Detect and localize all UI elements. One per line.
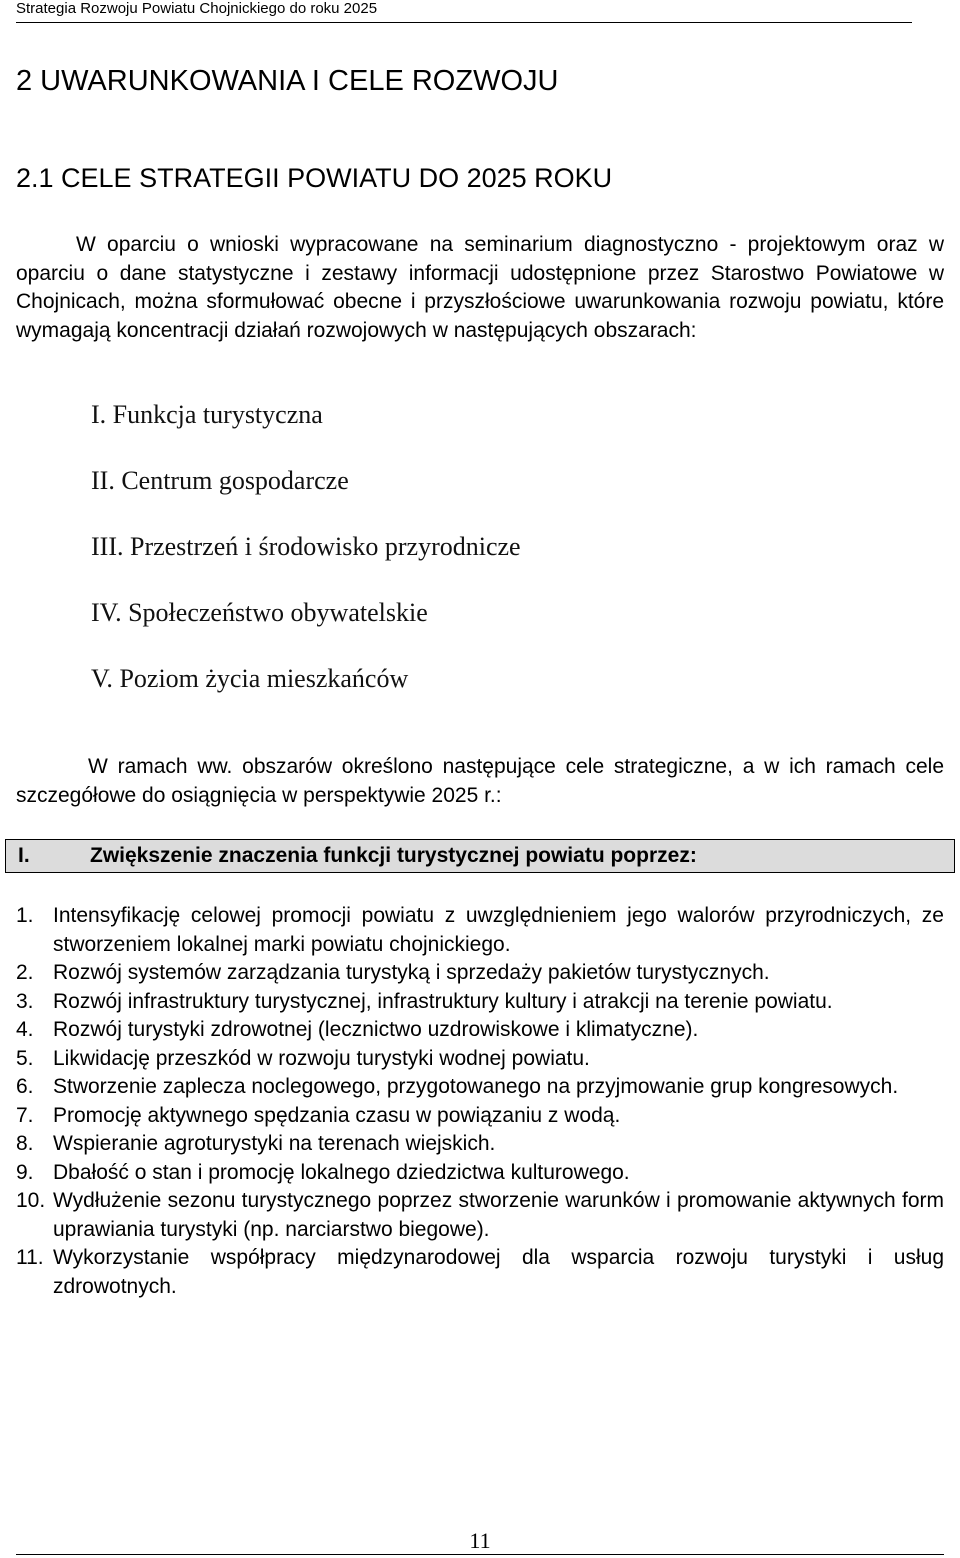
detailed-goal-text: Wspieranie agroturystyki na terenach wiejskich. [53,1132,496,1155]
running-header-title: Strategia Rozwoju Powiatu Chojnickiego do roku 2025 [16,0,378,17]
detailed-goal-item [16,902,944,959]
detailed-goal-number: 3. [16,989,34,1013]
detailed-goal-number: 2. [16,961,34,984]
detailed-goal-number: 4. [16,1018,34,1041]
area-label: Społeczeństwo obywatelskie [128,598,428,627]
area-number: IV. [91,598,122,627]
footer-rule [16,1554,944,1555]
strategic-goal-title: Zwiększenie znaczenia funkcji turystycznej powiatu poprzez: [90,844,697,867]
area-item [91,532,521,562]
detailed-goal-text: Wykorzystanie współpracy międzynarodowej dla wsparcia rozwoju turystyki i usług zdrowotnych. [53,1246,944,1298]
detailed-goal-text: Promocję aktywnego spędzania czasu w powiązaniu z wodą. [53,1103,621,1127]
area-label: Funkcja turystyczna [112,400,323,429]
area-item [91,466,349,496]
strategic-goal-box [5,839,955,873]
detailed-goal-text: Wydłużenie sezonu turystycznego poprzez stworzenie warunków i promowanie aktywnych form uprawiania turystyki (np. narciarstwo biegowe). [53,1189,944,1241]
detailed-goal-number: 7. [16,1103,34,1127]
area-label: Przestrzeń i środowisko przyrodnicze [129,532,521,561]
detailed-goal-text: Rozwój infrastruktury turystycznej, infrastruktury kultury i atrakcji na terenie powiatu. [53,989,833,1013]
detailed-goal-item [16,1130,944,1159]
detailed-goal-number: 11. [16,1246,44,1269]
detailed-goals-list [16,902,944,1301]
detailed-goal-item [16,1073,944,1102]
detailed-goal-text: Rozwój systemów zarządzania turystyką i sprzedaży pakietów turystycznych. [53,961,770,984]
detailed-goal-item [16,1187,944,1244]
area-number: II. [91,466,115,495]
area-label: Poziom życia mieszkańców [119,664,409,693]
area-item [91,598,428,628]
strategic-goal-number: I. [18,844,30,867]
section-title: 2.1 CELE STRATEGII POWIATU DO 2025 ROKU [16,163,613,193]
running-header [16,0,912,23]
detailed-goal-number: 1. [16,904,34,927]
detailed-goal-text: Intensyfikację celowej promocji powiatu z uwzględnieniem jego walorów przyrodniczych, ze stworzeniem lokalnej marki powiatu chojnickiego. [53,904,944,956]
detailed-goal-number: 5. [16,1046,34,1070]
detailed-goal-number: 8. [16,1132,34,1155]
intro-paragraph: W oparciu o wnioski wypracowane na seminarium diagnostyczno - projektowym oraz w oparciu o dane statystyczne i zestawy informacji udostępnione przez Starostwo Powiatowe w Chojnicach, można sformułować obecne i przyszłościowe uwarunkowania rozwoju powiatu, które wymagają koncentracji działań rozwojowych w następujących obszarach: [16,233,944,342]
area-number: III. [91,532,124,561]
lead-paragraph: W ramach ww. obszarów określono następujące cele strategiczne, a w ich ramach cele szczegółowe do osiągnięcia w perspektywie 2025 r.: [16,755,944,807]
detailed-goal-number: 10. [16,1189,46,1212]
area-item [91,664,408,694]
page-number: 11 [469,1528,491,1553]
detailed-goal-item [16,1045,944,1074]
detailed-goal-item [16,1102,944,1131]
area-label: Centrum gospodarcze [121,466,349,495]
detailed-goal-text: Stworzenie zaplecza noclegowego, przygotowanego na przyjmowanie grup kongresowych. [53,1075,899,1098]
detailed-goal-item [16,1016,944,1045]
detailed-goal-text: Likwidację przeszkód w rozwoju turystyki wodnej powiatu. [53,1046,590,1070]
detailed-goal-number: 9. [16,1160,34,1184]
area-item [91,400,323,430]
area-number: V. [91,664,113,693]
detailed-goal-text: Dbałość o stan i promocję lokalnego dziedzictwa kulturowego. [53,1160,630,1184]
detailed-goal-item [16,1159,944,1188]
detailed-goal-number: 6. [16,1075,34,1098]
detailed-goal-text: Rozwój turystyki zdrowotnej (lecznictwo uzdrowiskowe i klimatyczne). [53,1018,699,1041]
chapter-title: 2 UWARUNKOWANIA I CELE ROZWOJU [16,65,559,97]
detailed-goal-item [16,988,944,1017]
detailed-goal-item [16,1244,944,1301]
detailed-goal-item [16,959,944,988]
area-number: I. [91,400,107,429]
